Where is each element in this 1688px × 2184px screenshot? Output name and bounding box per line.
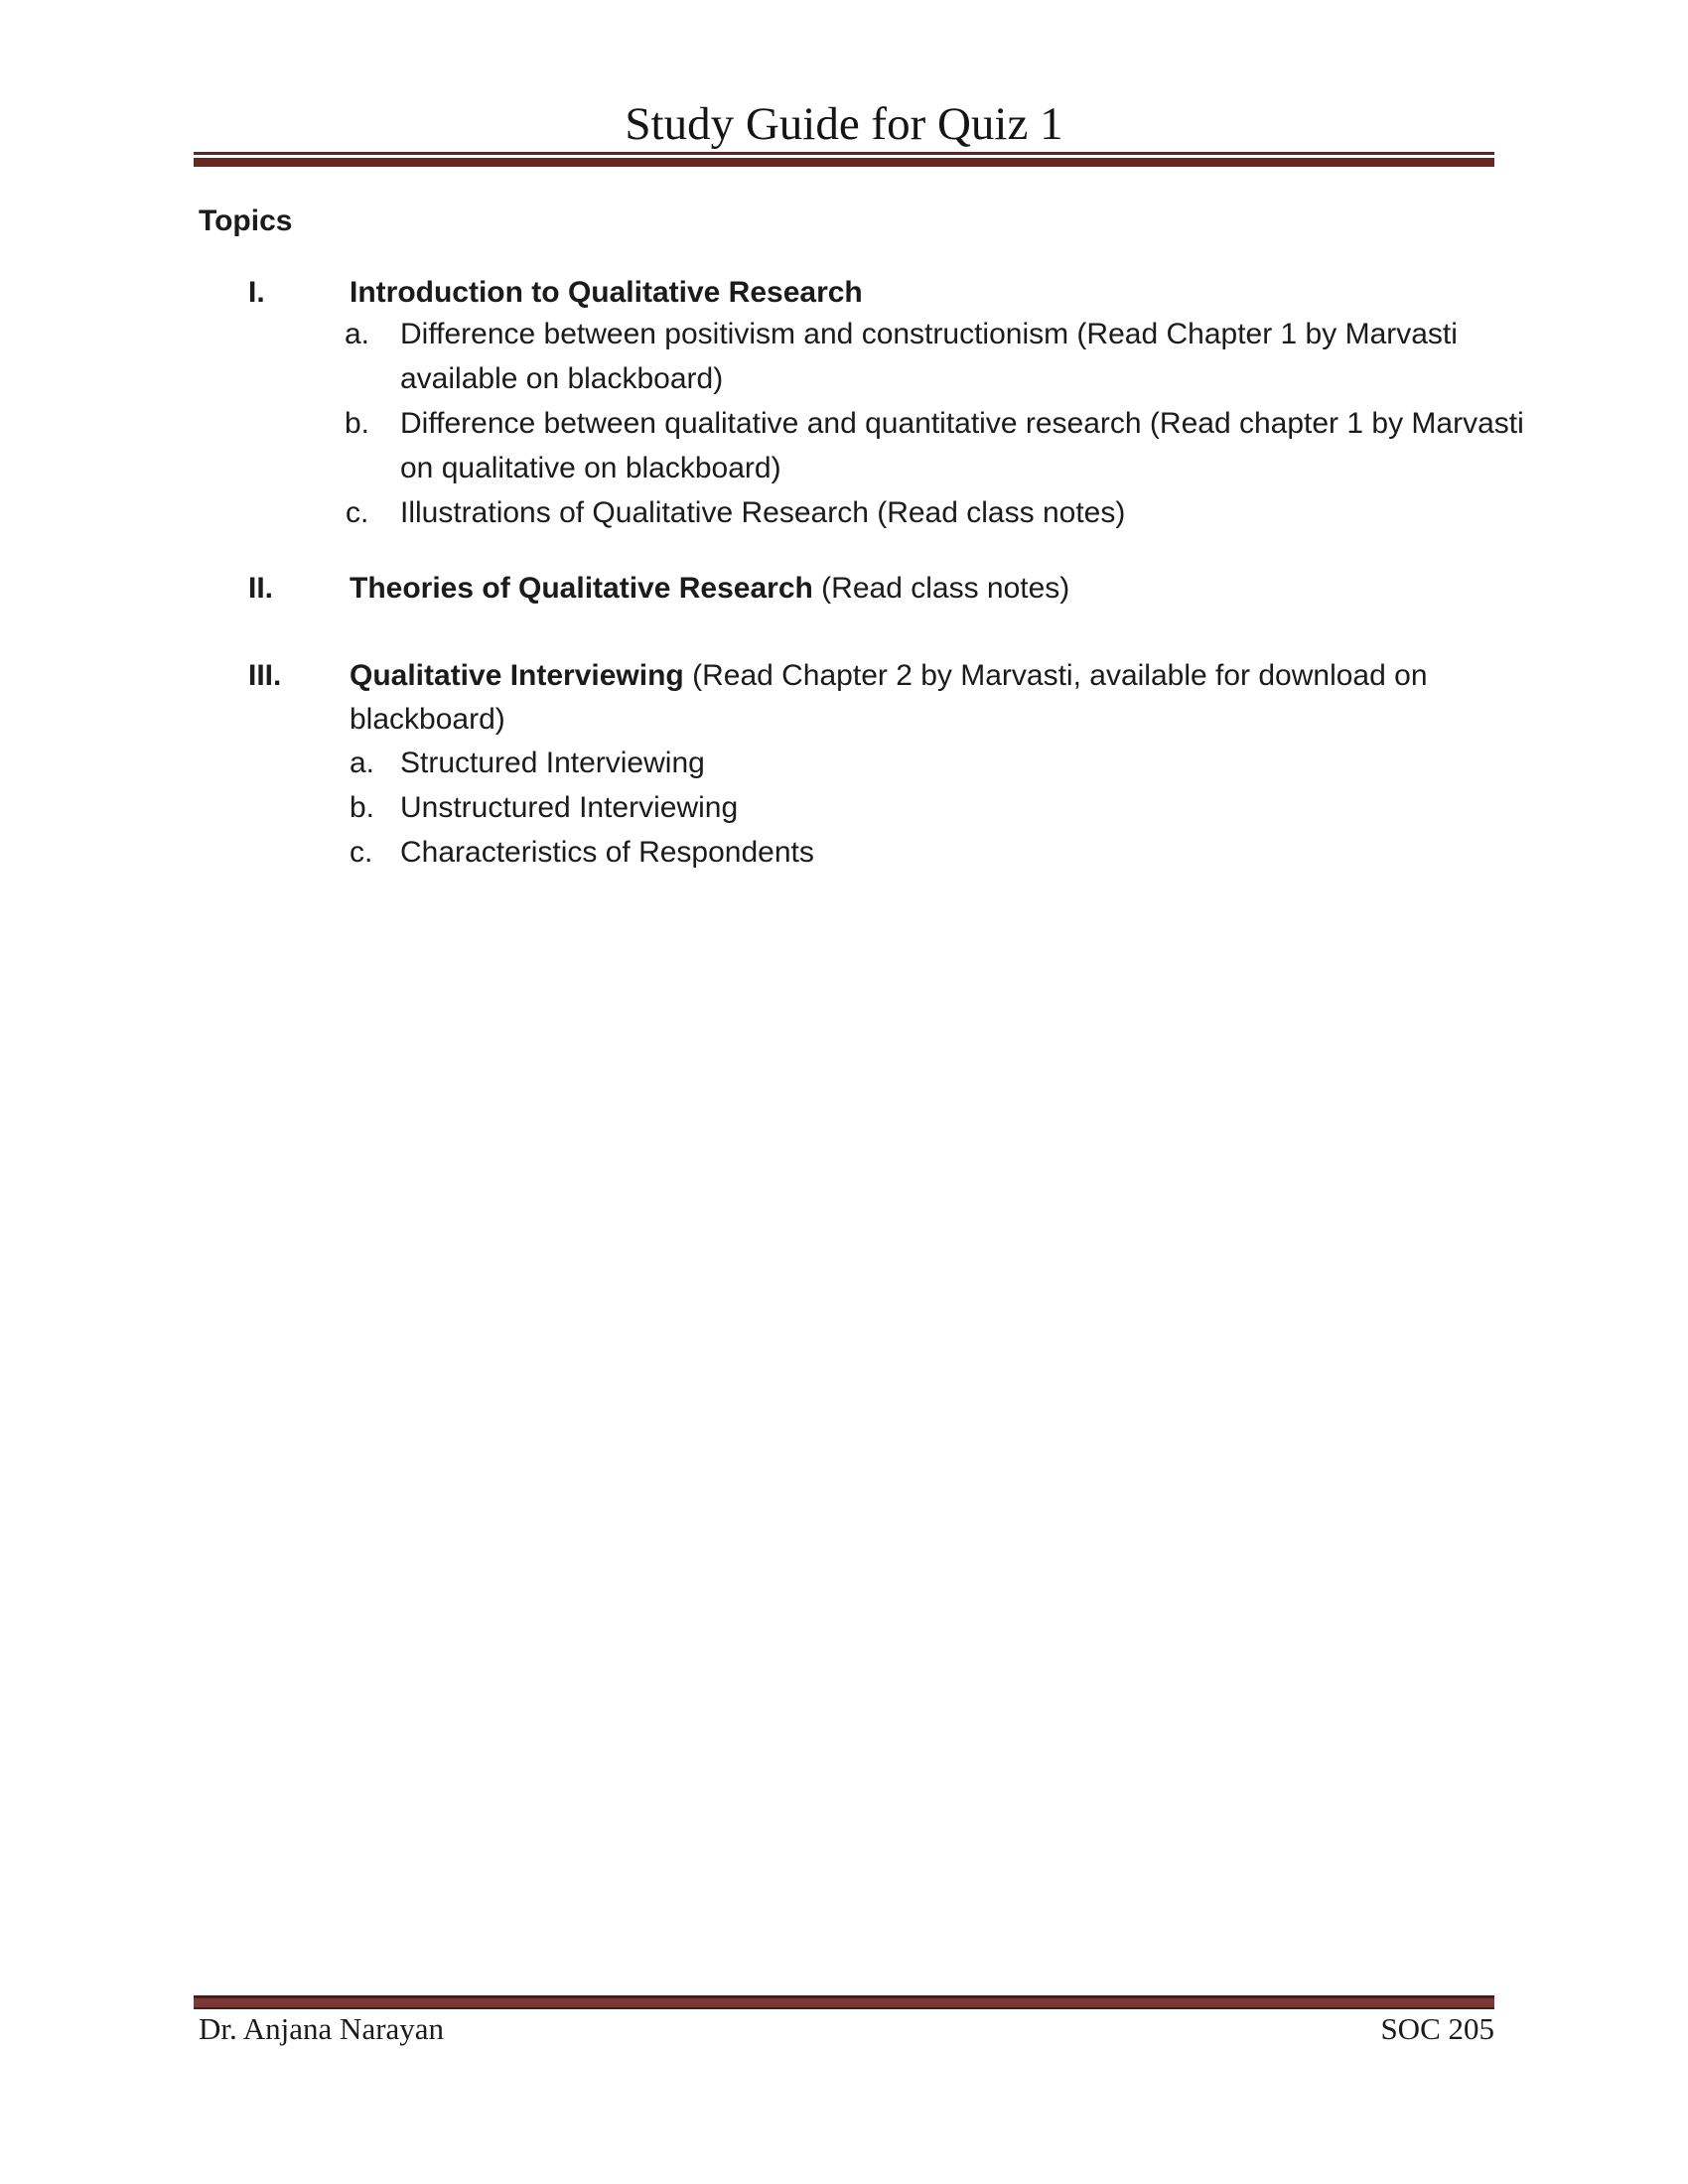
section-1-heading (350, 270, 863, 316)
list-item-marker: c. (350, 836, 373, 869)
list-item-text: Unstructured Interviewing (400, 791, 739, 824)
section-3-heading (350, 653, 1428, 699)
header-rule (194, 152, 1494, 167)
list-item-text: Difference between qualitative and quantitative research (Read chapter 1 by Marvasti (400, 407, 1524, 440)
list-item-text: Structured Interviewing (400, 747, 705, 779)
section-1-title: Introduction to Qualitative Research (350, 276, 863, 309)
list-item-text: Illustrations of Qualitative Research (Read class notes) (400, 496, 1126, 529)
list-item-marker: b. (350, 791, 375, 824)
section-3-title: Qualitative Interviewing (350, 659, 684, 692)
list-item-text: Difference between positivism and constructionism (Read Chapter 1 by Marvasti (400, 318, 1458, 350)
section-2-note: (Read class notes) (812, 572, 1070, 605)
header-rule-thick-line (194, 158, 1494, 167)
topics-heading: Topics (199, 205, 293, 237)
section-1-numeral: I. (248, 276, 265, 309)
list-item-text-wrap: available on blackboard) (400, 362, 724, 395)
list-item-marker: a. (350, 747, 375, 779)
section-3-numeral: III. (248, 659, 282, 692)
section-2-numeral: II. (248, 572, 274, 605)
footer-author: Dr. Anjana Narayan (199, 2011, 445, 2046)
section-2-heading (350, 566, 1069, 612)
section-2-title: Theories of Qualitative Research (350, 572, 813, 605)
section-3-note: (Read Chapter 2 by Marvasti, available for download on (683, 659, 1428, 692)
footer-rule (194, 1995, 1494, 2009)
footer-rule-bar (194, 1998, 1494, 2007)
list-item-text: Characteristics of Respondents (400, 836, 814, 869)
list-item-marker: c. (346, 496, 369, 529)
list-item-text-wrap: on qualitative on blackboard) (400, 452, 781, 484)
section-3-note-wrap: blackboard) (350, 703, 505, 736)
list-item-marker: a. (345, 318, 370, 350)
page-title: Study Guide for Quiz 1 (625, 98, 1063, 150)
footer-course: SOC 205 (1380, 2011, 1494, 2046)
list-item-marker: b. (345, 407, 370, 440)
